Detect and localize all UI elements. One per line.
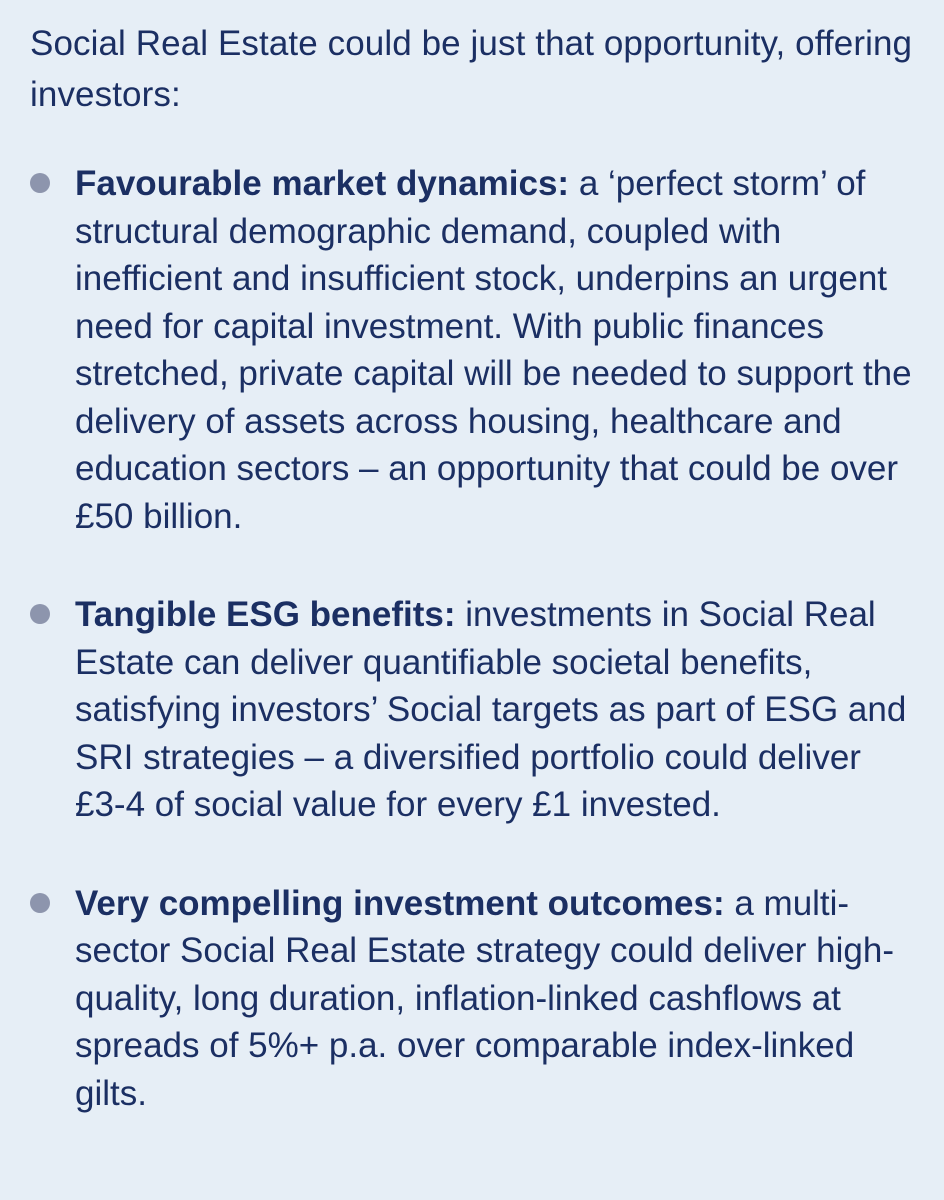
bullet-dot-icon [30, 893, 50, 913]
list-item-investment-outcomes [30, 880, 914, 1118]
intro-paragraph: Social Real Estate could be just that opportunity, offering investors: [30, 24, 913, 114]
bullet-heading: Very compelling investment outcomes: [75, 883, 735, 923]
benefits-list [30, 160, 914, 1117]
bullet-text: a ‘perfect storm’ of structural demographic demand, coupled with inefficient and insufficient stock, underpins an urgent need for capital investment. With public finances stretched, private capital will be needed to support the delivery of assets across housing, healthcare and education sectors – an opportunity that could be over £50 billion. [75, 164, 912, 536]
bullet-heading: Favourable market dynamics: [75, 164, 579, 203]
bullet-text: a multi-sector Social Real Estate strategy could deliver high-quality, long duration, inflation-linked cashflows at spreads of 5%+ p.a. over comparable index-linked gilts. [75, 883, 895, 1113]
list-item-market-dynamics [30, 160, 914, 540]
bullet-dot-icon [30, 173, 50, 193]
bullet-heading: Tangible ESG benefits: [75, 595, 466, 634]
bullet-dot-icon [30, 604, 50, 624]
list-item-esg-benefits [30, 591, 914, 829]
bullet-text: investments in Social Real Estate can deliver quantifiable societal benefits, satisfying investors’ Social targets as part of ESG and SRI strategies – a diversified portfolio could deliver £3-4 of social value for every £1 invested. [75, 595, 907, 824]
